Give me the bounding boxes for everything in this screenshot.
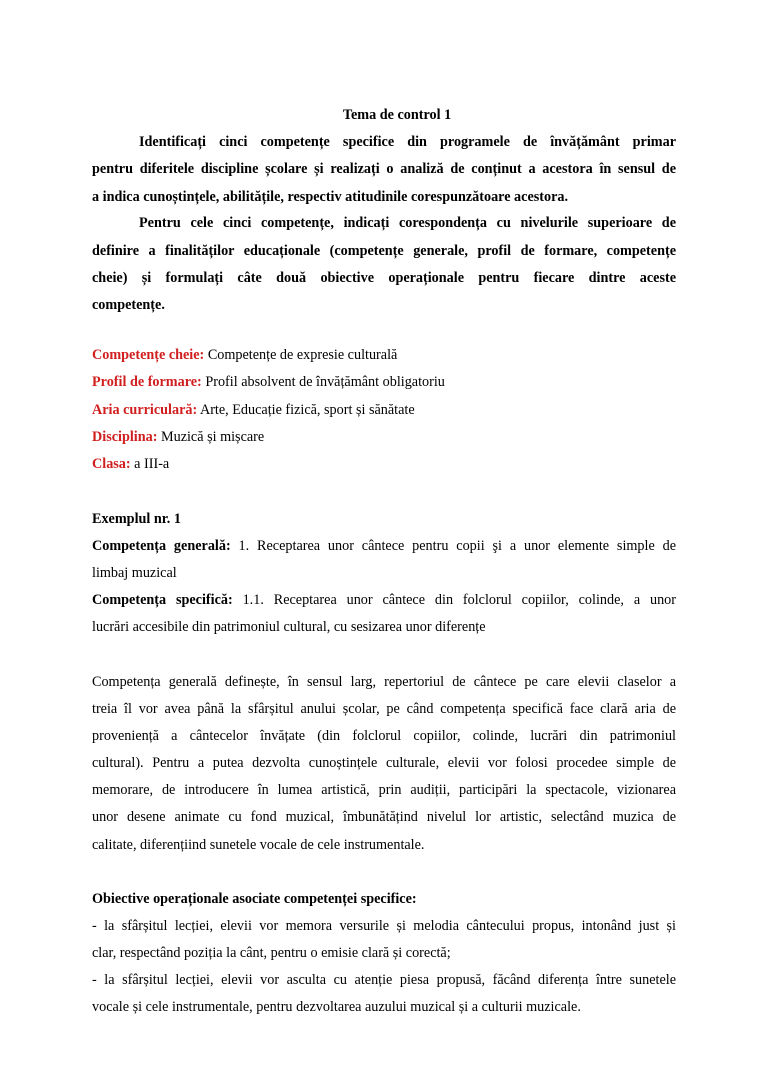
meta-label: Aria curriculară: — [92, 402, 198, 418]
analysis-line: unor desene animate cu fond muzical, îmbunătățind nivelul lor artistic, selectând muzica de — [92, 809, 676, 825]
general-competence-label: Competența generală: — [92, 538, 231, 554]
meta-key-competences — [92, 346, 676, 364]
task-line: cheie) și formulați câte două obiective operaționale pentru fiecare dintre aceste — [92, 270, 676, 286]
meta-curricular-area — [92, 401, 676, 419]
example-heading: Exemplul nr. 1 — [92, 511, 181, 527]
task-line: Identificați cinci competențe specifice din programele de învățământ primar — [139, 134, 676, 150]
page-title: Tema de control 1 — [342, 107, 452, 123]
analysis-line: treia îl vor avea până la sfârșitul anului școlar, pe când competența specifică face clară aria de — [92, 701, 676, 717]
objectives-heading: Obiective operaționale asociate competenței specifice: — [92, 891, 417, 907]
meta-label: Profil de formare: — [92, 374, 202, 390]
general-competence-text: 1. Receptarea unor cântece pentru copii şi a unor elemente simple de — [238, 538, 677, 554]
specific-competence-label: Competența specifică: — [92, 592, 233, 608]
meta-discipline — [92, 428, 676, 446]
objective-line: vocale și cele instrumentale, pentru dezvoltarea auzului muzical și a culturii muzicale. — [92, 999, 581, 1015]
meta-value: Competențe de expresie culturală — [207, 347, 398, 363]
task-line: a indica cunoștințele, abilitățile, respectiv atitudinile corespunzătoare acestora. — [92, 189, 569, 205]
specific-competence-line: lucrări accesibile din patrimoniul cultural, cu sesizarea unor diferențe — [92, 619, 486, 635]
task-line: definire a finalităților educaționale (competențe generale, profil de formare, competențe — [92, 243, 676, 259]
meta-value: Arte, Educație fizică, sport și sănătate — [199, 402, 415, 418]
general-competence-line — [92, 537, 676, 555]
objective-line: - la sfârșitul lecției, elevii vor asculta cu atenție piesa propusă, făcând diferența între sunetele — [92, 972, 676, 988]
analysis-line: calitate, diferențiind sunetele vocale de cele instrumentale. — [92, 837, 425, 853]
task-line: pentru diferitele discipline școlare și realizați o analiză de conținut a acestora în sensul de — [92, 161, 676, 177]
specific-competence-line — [92, 591, 676, 609]
meta-label: Disciplina: — [92, 429, 158, 445]
task-line: Pentru cele cinci competențe, indicați corespondența cu nivelurile superioare de — [139, 215, 676, 231]
meta-value: Muzică și mișcare — [160, 429, 265, 445]
meta-value: a III-a — [134, 456, 170, 472]
meta-profile — [92, 373, 676, 391]
analysis-line: proveniență a cântecelor învățate (din folclorul copiilor, colinde, lucrări din patrimoniul — [92, 728, 676, 744]
analysis-line: memorare, de introducere în lumea artistică, prin audiții, participări la spectacole, vizionarea — [92, 782, 676, 798]
specific-competence-text: 1.1. Receptarea unor cântece din folclorul copiilor, colinde, a unor — [242, 592, 677, 608]
meta-value: Profil absolvent de învățământ obligatoriu — [205, 374, 445, 390]
meta-label: Competențe cheie: — [92, 347, 205, 363]
meta-label: Clasa: — [92, 456, 131, 472]
objective-line: - la sfârșitul lecției, elevii vor memora versurile și melodia cântecului propus, intonând just și — [92, 918, 676, 934]
meta-class — [92, 455, 676, 473]
objective-line: clar, respectând poziția la cânt, pentru o emisie clară și corectă; — [92, 945, 451, 961]
general-competence-line: limbaj muzical — [92, 565, 177, 581]
analysis-line: cultural). Pentru a putea dezvolta cunoștințele culturale, elevii vor folosi procedee simple de — [92, 755, 676, 771]
task-line: competențe. — [92, 297, 165, 313]
analysis-line: Competența generală definește, în sensul larg, repertoriul de cântece pe care elevii claselor a — [92, 674, 676, 690]
